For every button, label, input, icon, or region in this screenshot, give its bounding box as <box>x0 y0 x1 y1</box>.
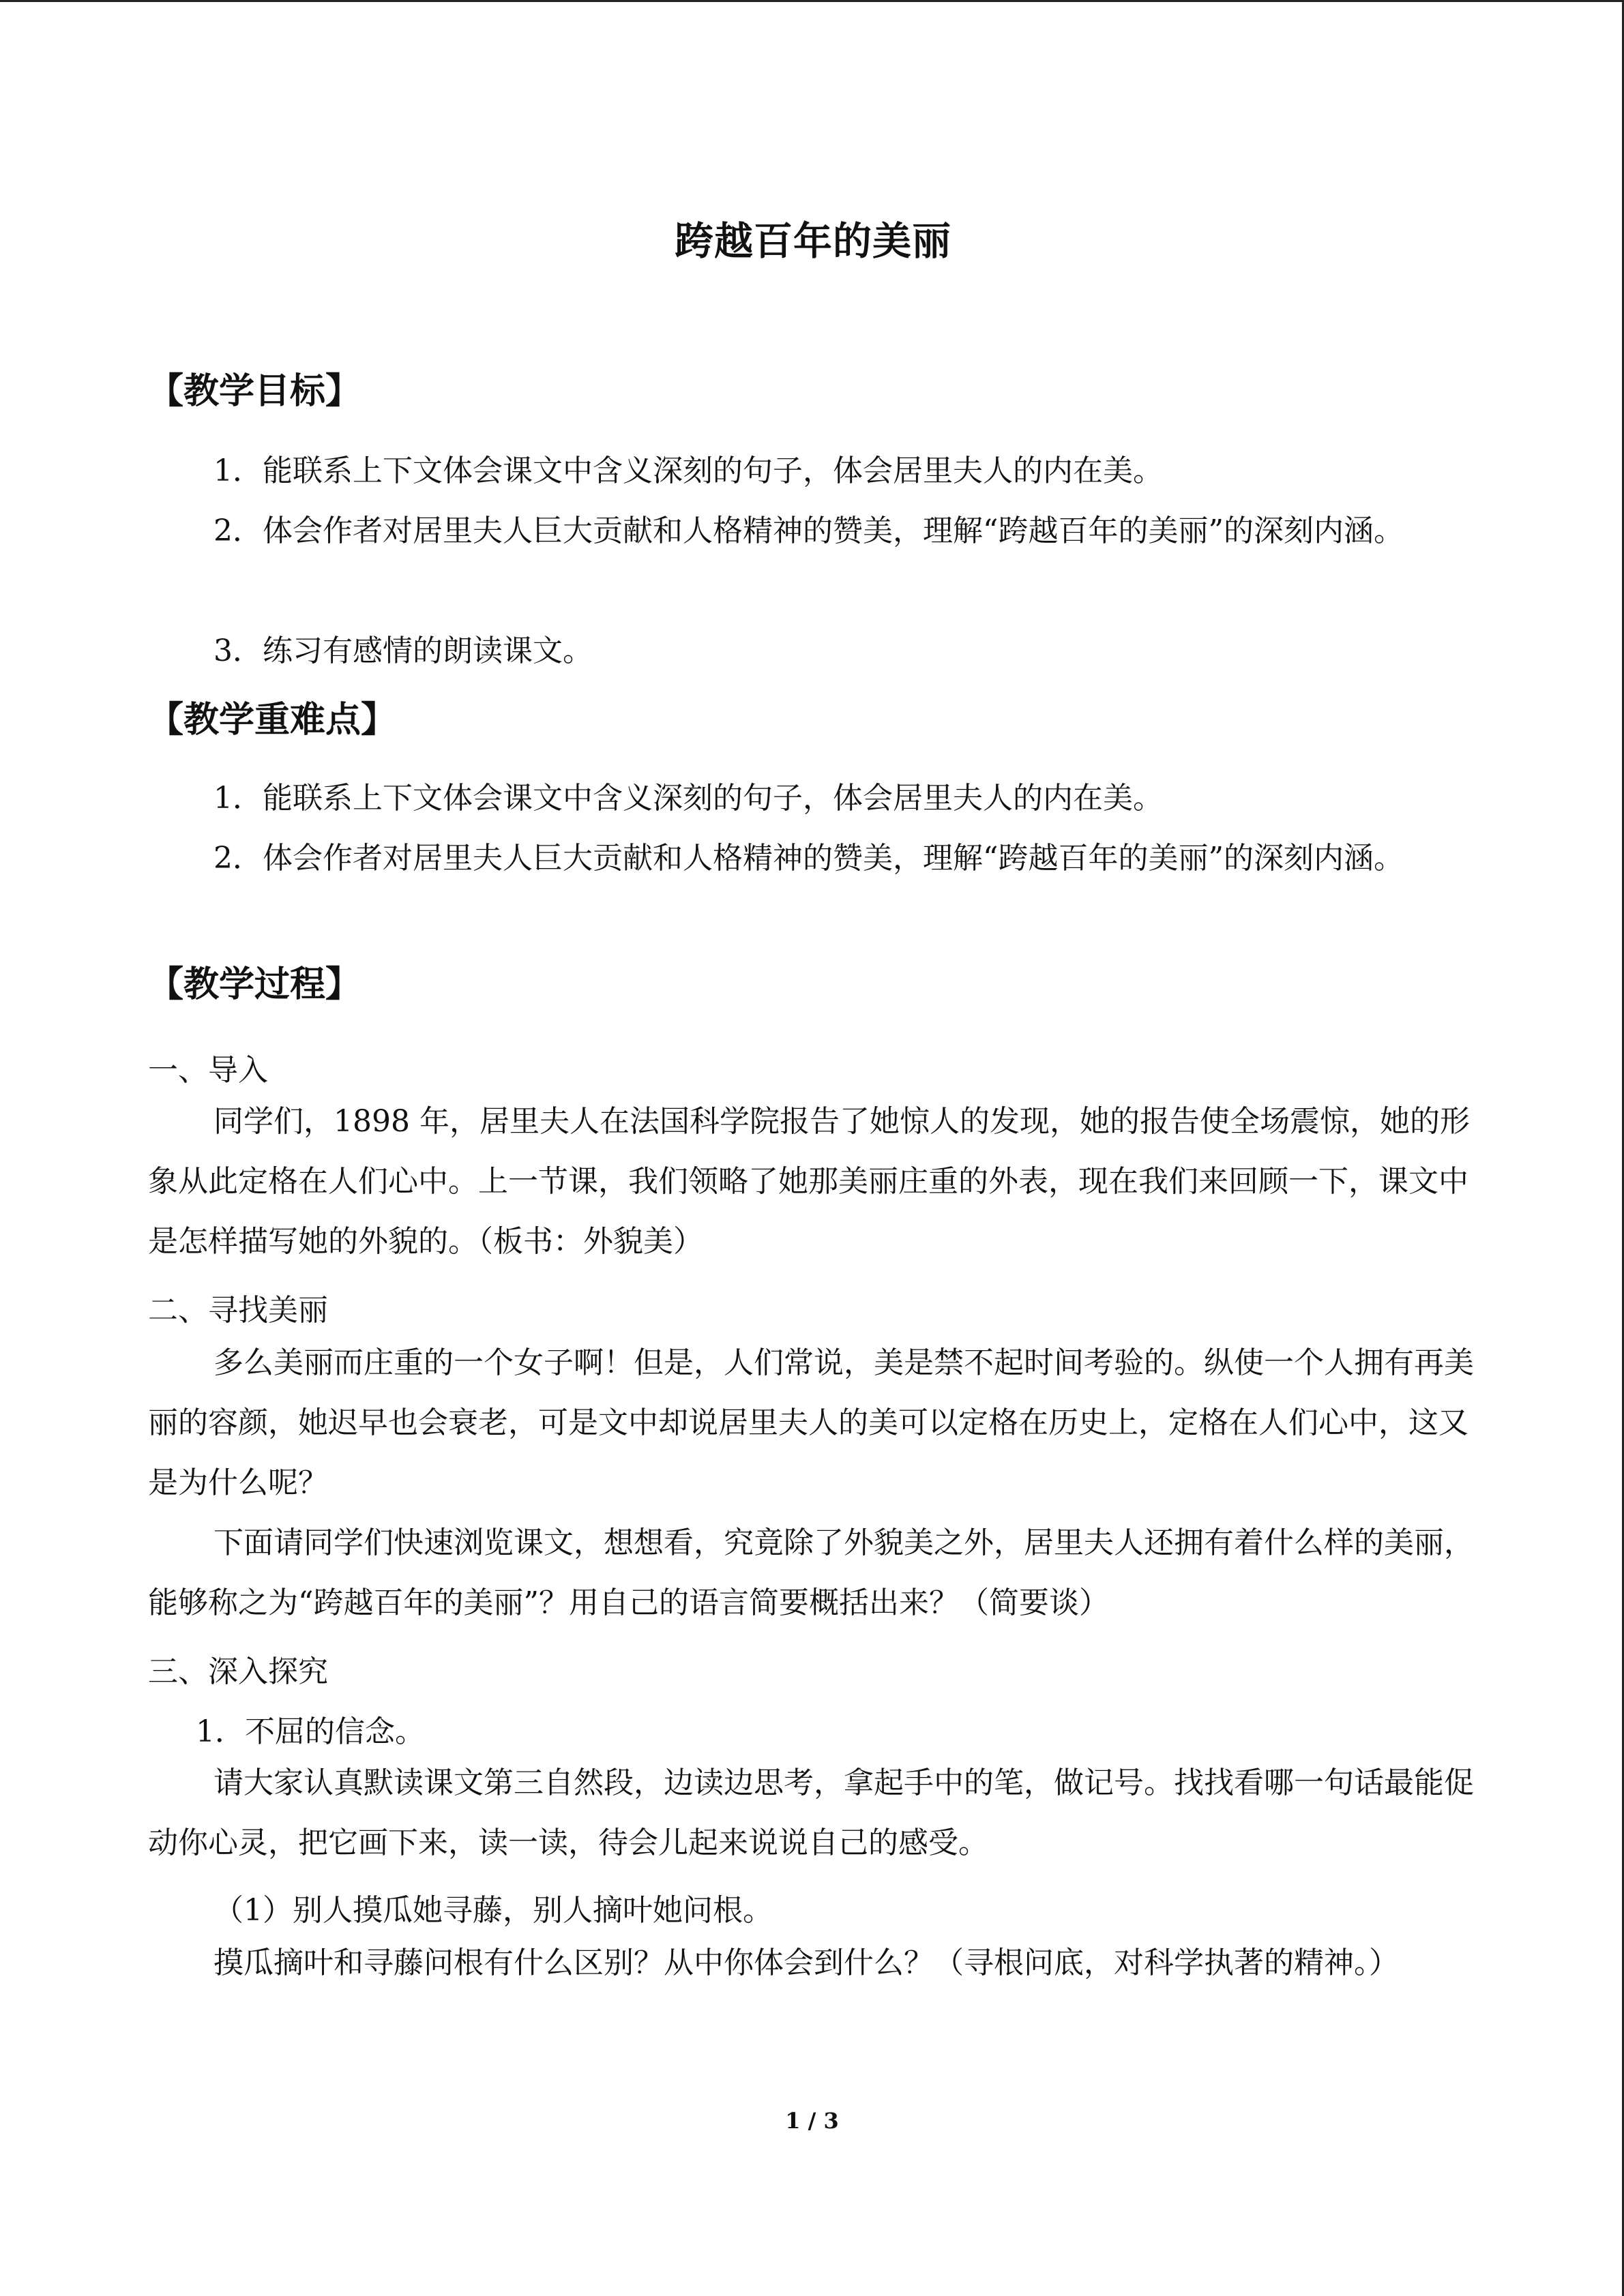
process-part2-title: 二、寻找美丽 <box>148 1293 328 1328</box>
goal-item-3: 3．练习有感情的朗读课文。 <box>213 633 593 668</box>
section-heading-process: 【教学过程】 <box>148 964 361 1005</box>
process-part3-text1: 请大家认真默读课文第三自然段，边读边思考，拿起手中的笔，做记号。找找看哪一句话最能促动你心灵，把它画下来，读一读，待会儿起来说说自己的感受。 <box>148 1765 1474 1860</box>
process-part3-title: 三、深入探究 <box>148 1654 328 1689</box>
section-heading-key-points: 【教学重难点】 <box>148 700 397 741</box>
key-point-item-1: 1．能联系上下文体会课文中含义深刻的句子，体会居里夫人的内在美。 <box>213 781 1163 816</box>
process-part2-text2: 下面请同学们快速浏览课文，想想看，究竟除了外貌美之外，居里夫人还拥有着什么样的美丽，能够称之为“跨越百年的美丽”？用自己的语言简要概括出来？（简要谈） <box>148 1525 1474 1620</box>
process-part3-sub1: 1．不屈的信念。 <box>196 1714 425 1749</box>
process-part3-text2: 摸瓜摘叶和寻藤问根有什么区别？从中你体会到什么？（寻根问底，对科学执著的精神。） <box>213 1945 1399 1980</box>
document-title: 跨越百年的美丽 <box>675 219 951 264</box>
process-part1-title: 一、导入 <box>148 1053 268 1088</box>
key-point-item-2: 2．体会作者对居里夫人巨大贡献和人格精神的赞美，理解“跨越百年的美丽”的深刻内涵。 <box>213 841 1404 876</box>
process-part1-text: 同学们，1898 年，居里夫人在法国科学院报告了她惊人的发现，她的报告使全场震惊，她的形象从此定格在人们心中。上一节课，我们领略了她那美丽庄重的外表，现在我们来回顾一下，课文中是怎样描写她的外貌的。（板书：外貌美） <box>148 1104 1470 1259</box>
page-number: 1 / 3 <box>785 2108 839 2134</box>
goal-item-2: 2．体会作者对居里夫人巨大贡献和人格精神的赞美，理解“跨越百年的美丽”的深刻内涵。 <box>213 513 1404 548</box>
goal-item-1: 1．能联系上下文体会课文中含义深刻的句子，体会居里夫人的内在美。 <box>213 453 1163 488</box>
process-part3-quote1: （1）别人摸瓜她寻藤，别人摘叶她问根。 <box>213 1893 773 1928</box>
process-part2-text1: 多么美丽而庄重的一个女子啊！但是，人们常说，美是禁不起时间考验的。纵使一个人拥有再美丽的容颜，她迟早也会衰老，可是文中却说居里夫人的美可以定格在历史上，定格在人们心中，这又是为什么呢？ <box>148 1345 1474 1500</box>
section-heading-goals: 【教学目标】 <box>148 371 361 412</box>
